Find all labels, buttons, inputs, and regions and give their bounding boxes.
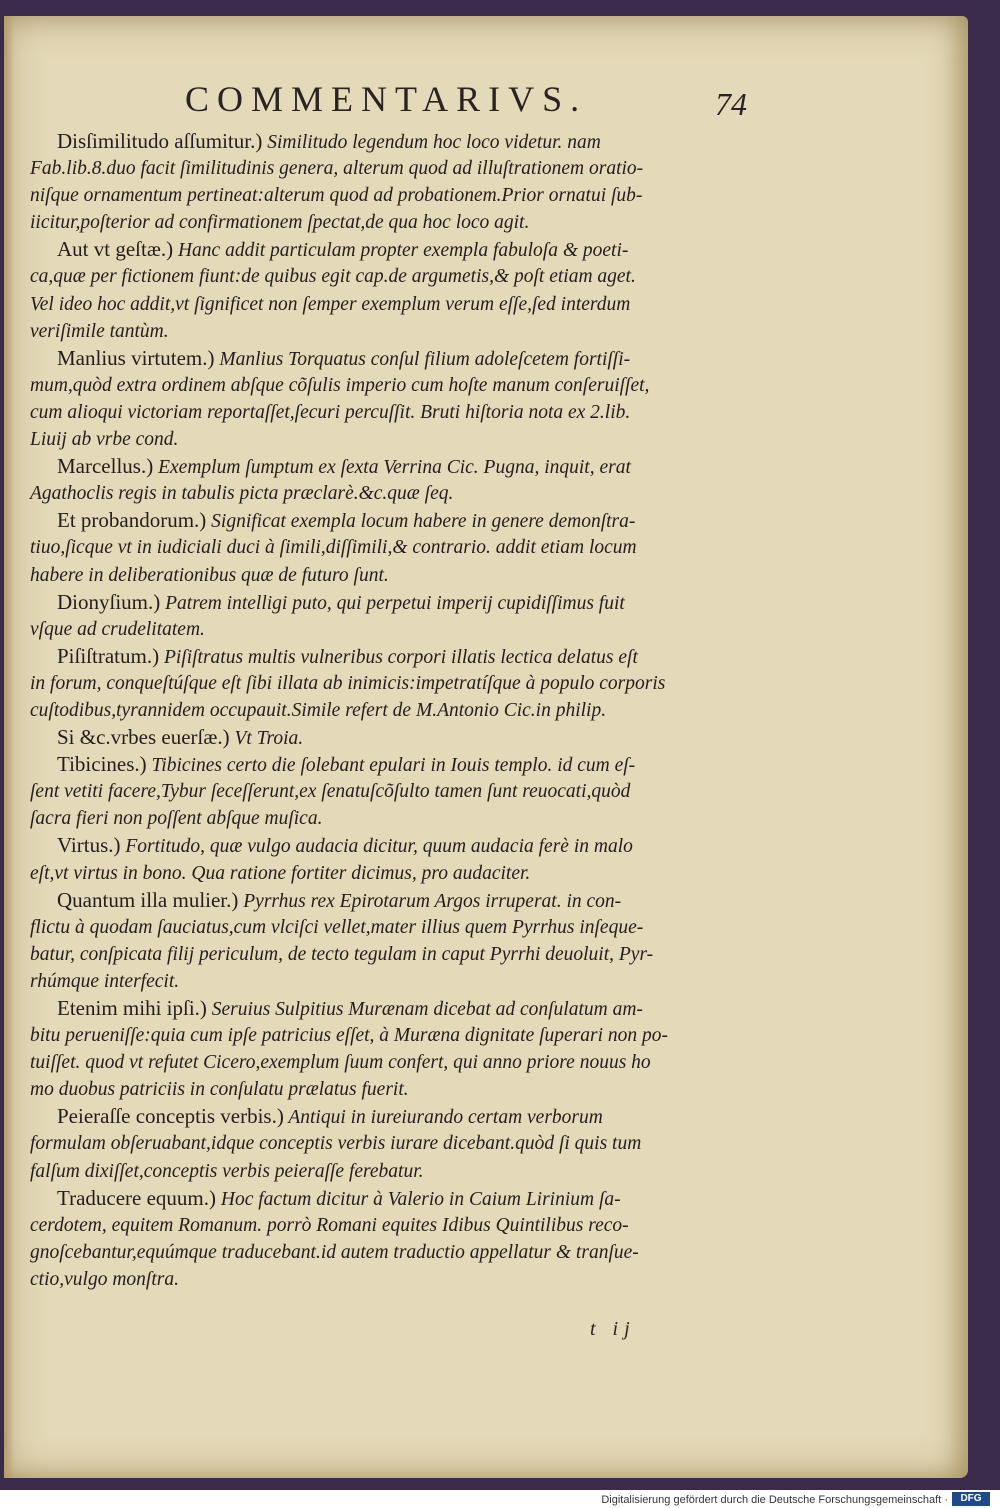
dfg-logo: DFG [952, 1492, 990, 1506]
gloss: Patrem intelligi puto, qui perpetui imperij cupidiſſimus fuit [160, 592, 625, 614]
lemma: Marcellus.) [57, 454, 154, 479]
text-line [30, 589, 735, 616]
lemma: Etenim mihi ipſi.) [57, 996, 207, 1020]
gloss: Agathoclis regis in tabulis picta præclarè.&c.quæ ſeq. [30, 483, 454, 505]
text-line [30, 534, 735, 561]
gloss: vſque ad crudelitatem. [30, 618, 205, 640]
gloss: rhúmque interfecit. [30, 970, 180, 992]
gloss: bitu perueniſſe:quia cum ipſe patricius eſſet, à Muræna dignitate ſuperari non po- [30, 1025, 669, 1047]
text-line [30, 778, 735, 805]
gloss: veriſimile tantùm. [30, 320, 169, 342]
gloss: falſum dixiſſet,conceptis verbis peieraſſe ferebatur. [30, 1160, 424, 1182]
text-line [30, 616, 735, 643]
gloss: batur, conſpicata filij periculum, de tecto tegulam in caput Pyrrhi deuoluit, Pyr- [30, 943, 654, 965]
page-gutter-shadow [4, 16, 14, 1478]
text-line [30, 1239, 735, 1266]
gloss: eſt,vt virtus in bono. Qua ratione fortiter dicimus, pro audaciter. [30, 862, 531, 884]
text-line [30, 832, 735, 859]
text-line [30, 507, 735, 534]
text-line [30, 1076, 735, 1103]
gloss: habere in deliberationibus quæ de futuro ſunt. [30, 564, 389, 586]
lemma: Quantum illa mulier.) [57, 887, 239, 912]
gloss: ca,quæ per fictionem fiunt:de quibus egit cap.de argumetis,& poſt etiam aget. [30, 266, 636, 288]
gloss: Pyrrhus rex Epirotarum Argos irruperat. in con- [238, 890, 622, 912]
text-line [30, 318, 735, 345]
text-line [30, 1266, 735, 1293]
gloss: Hanc addit particulam propter exempla fabuloſa & poeti- [173, 240, 629, 262]
text-line [30, 345, 735, 372]
text-line [30, 995, 735, 1022]
lemma: Aut vt geſtæ.) [57, 237, 174, 262]
lemma: Disſimilitudo aſſumitur.) [57, 129, 263, 153]
gloss: Significat exempla locum habere in genere demonſtra- [206, 511, 636, 533]
gloss: formulam obſeruabant,idque conceptis verbis iurare dicebant.quòd ſi quis tum [30, 1133, 642, 1155]
page-number: 74 [715, 86, 747, 122]
gloss: Liuij ab vrbe cond. [30, 429, 179, 451]
text-line [30, 751, 735, 778]
running-head: COMMENTARIVS. [185, 79, 588, 119]
text-line [30, 1103, 735, 1130]
gloss: Exemplum ſumptum ex ſexta Verrina Cic. Pugna, inquit, erat [153, 457, 631, 479]
lemma: Dionyſium.) [57, 589, 161, 614]
text-line [30, 1212, 735, 1239]
gloss: gnoſcebantur,equúmque traducebant.id autem traductio appellatur & tranſue- [30, 1241, 639, 1263]
gloss: niſque ornamentum pertineat:alterum quod ad probationem.Prior ornatui ſub- [30, 185, 643, 207]
text-line [30, 1185, 735, 1212]
gloss: tuiſſet. quod vt refutet Cicero,exemplum ſuum confert, qui anno priore nouus ho [30, 1052, 651, 1074]
gloss: Piſiſtratus multis vulneribus corpori illatis lectica delatus eſt [159, 646, 638, 668]
gloss: Vel ideo hoc addit,vt ſignificet non ſemper exemplum verum eſſe,ſed interdum [30, 293, 631, 315]
text-line [30, 372, 735, 399]
lemma: Peieraſſe conceptis verbis.) [57, 1104, 284, 1129]
text-line [30, 724, 735, 751]
gloss: ſent vetiti facere,Tybur ſeceſſerunt,ex ſenatuſcõſulto tamen ſunt reuocati,quòd [30, 781, 631, 803]
commentary-text-block [30, 128, 735, 1293]
gloss: Manlius Torquatus conſul filium adoleſcetem fortiſſi- [214, 348, 631, 370]
text-line [30, 1022, 735, 1049]
text-line [30, 128, 735, 155]
gloss: Fab.lib.8.duo facit ſimilitudinis genera, alterum quod ad illuſtrationem oratio- [30, 158, 644, 180]
text-line [30, 643, 735, 670]
text-line [30, 236, 735, 263]
text-line [30, 209, 735, 236]
gloss: Hoc factum dicitur à Valerio in Caium Lirinium ſa- [216, 1188, 621, 1210]
gloss: Vt Troia. [229, 728, 304, 750]
text-line [30, 697, 735, 724]
text-line [30, 155, 735, 182]
text-line [30, 1049, 735, 1076]
text-line [30, 263, 735, 290]
text-line [30, 968, 735, 995]
text-line [30, 887, 735, 914]
text-line [30, 914, 735, 941]
text-line [30, 1158, 735, 1185]
gloss: cerdotem, equitem Romanum. porrò Romani equites Idibus Quintilibus reco- [30, 1214, 629, 1236]
gloss: Seruius Sulpitius Murænam dicebat ad conſulatum am- [206, 999, 643, 1020]
text-line [30, 805, 735, 832]
gloss: cuſtodibus,tyrannidem occupauit.Simile refert de M.Antonio Cic.in philip. [30, 699, 607, 721]
gloss: Fortitudo, quæ vulgo audacia dicitur, quum audacia ferè in malo [120, 836, 633, 858]
gloss: Antiqui in iureiurando certam verborum [283, 1107, 603, 1129]
lemma: Virtus.) [57, 833, 121, 858]
text-line [30, 182, 735, 209]
lemma: Manlius virtutem.) [57, 345, 215, 370]
gloss: Similitudo legendum hoc loco videtur. nam [262, 132, 601, 153]
text-line [30, 453, 735, 480]
gloss: flictu à quodam ſauciatus,cum vlciſci vellet,mater illius quem Pyrrhus inſeque- [30, 916, 644, 938]
text-line [30, 1130, 735, 1157]
text-line [30, 670, 735, 697]
text-line [30, 291, 735, 318]
text-line [30, 399, 735, 426]
lemma: Piſiſtratum.) [57, 643, 160, 668]
gloss: ctio,vulgo monſtra. [30, 1268, 179, 1290]
lemma: Tibicines.) [57, 752, 147, 777]
lemma: Si &c.vrbes euerſæ.) [57, 725, 230, 750]
gloss: mo duobus patriciis in conſulatu prælatus fuerit. [30, 1079, 409, 1101]
text-line [30, 480, 735, 507]
gloss: cum alioqui victoriam reportaſſet,ſecuri percuſſit. Bruti hiſtoria nota ex 2.lib. [30, 401, 631, 423]
gloss: tiuo,ſicque vt in iudiciali duci à ſimili,diſſimili,& contrario. addit etiam locum [30, 537, 637, 559]
lemma: Et probandorum.) [57, 508, 207, 533]
gloss: Tibicines certo die ſolebant epulari in Iouis templo. id cum eſ- [146, 755, 636, 777]
gloss: in forum, conqueſtúſque eſt ſibi illata ab inimicis:impetratíſque à populo corporis [30, 672, 666, 694]
text-line [30, 860, 735, 887]
gloss: ſacra fieri non poſſent abſque muſica. [30, 808, 323, 830]
signature-mark: t ij [590, 1318, 636, 1340]
text-line [30, 426, 735, 453]
lemma: Traducere equum.) [57, 1185, 217, 1210]
gloss: mum,quòd extra ordinem abſque cõſulis imperio cum hoſte manum conſeruiſſet, [30, 374, 650, 396]
funding-credit: Digitalisierung gefördert durch die Deutsche Forschungsgemeinschaft · [601, 1494, 948, 1506]
gloss: iicitur,poſterior ad confirmationem ſpectat,de qua hoc loco agit. [30, 212, 530, 234]
text-line [30, 941, 735, 968]
text-line [30, 562, 735, 589]
